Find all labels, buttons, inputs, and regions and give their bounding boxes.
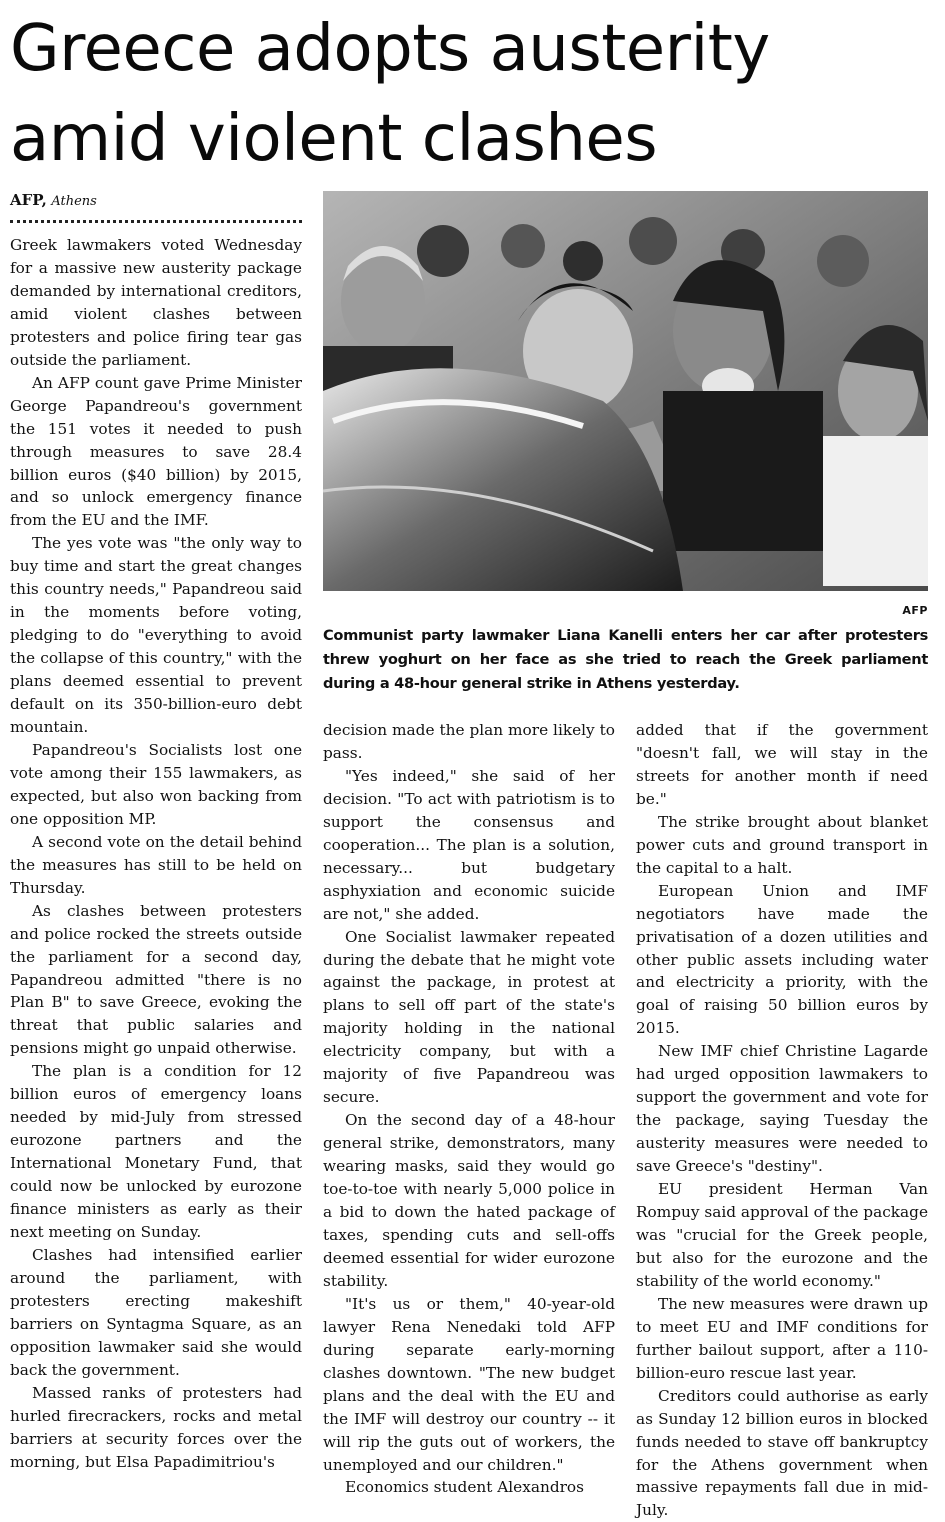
headline: Greece adopts austerity amid violent clashes bbox=[10, 12, 770, 176]
paragraph: New IMF chief Christine Lagarde had urged opposition lawmakers to support the government and vote for the package, saying Tuesday the austerity measures were needed to save Greece's "destiny". bbox=[636, 1042, 928, 1176]
byline-divider bbox=[10, 216, 302, 223]
photo-protest-scene bbox=[323, 191, 928, 591]
paragraph: One Socialist lawmaker repeated during the debate that he might vote against the package, in protest at plans to sell off part of the state's majority holding in the national electricity company, but with a majority of five Papandreou was secure. bbox=[323, 927, 615, 1107]
paragraph: As clashes between protesters and police rocked the streets outside the parliament for a second day, Papandreou admitted "there is no Plan B" to save Greece, evoking the threat that public salaries and pensions might go unpaid otherwise. bbox=[10, 901, 302, 1058]
paragraph: The plan is a condition for 12 billion euros of emergency loans needed by mid-July from stressed eurozone partners and the International Monetary Fund, that could now be unlocked by eurozone finance ministers as early as their next meeting on Sunday. bbox=[10, 1062, 302, 1241]
paragraph: decision made the plan more likely to pass. bbox=[323, 721, 615, 762]
paragraph: On the second day of a 48-hour general strike, demonstrators, many wearing masks, said they would go toe-to-toe with nearly 5,000 police in a bid to down the hated package of taxes, spending cuts and sell-offs deemed essential for wider eurozone stability. bbox=[323, 1111, 615, 1290]
byline bbox=[10, 191, 97, 211]
paragraph: The new measures were drawn up to meet EU and IMF conditions for further bailout support, after a 110-billion-euro rescue last year. bbox=[636, 1294, 928, 1382]
news-photo bbox=[323, 191, 928, 591]
paragraph: "It's us or them," 40-year-old lawyer Rena Nenedaki told AFP during separate early-morning clashes downtown. "The new budget plans and the deal with the EU and the IMF will destroy our country -- it will rip the guts out of workers, the unemployed and our children." bbox=[323, 1294, 615, 1474]
paragraph: An AFP count gave Prime Minister George Papandreou's government the 151 votes it needed to push through measures to save 28.4 billion euros ($40 billion) by 2015, and so unlock emergency finance from the EU and the IMF. bbox=[10, 373, 302, 530]
paragraph: Massed ranks of protesters had hurled firecrackers, rocks and metal barriers at security forces over the morning, but Elsa Papadimitriou's bbox=[10, 1383, 302, 1471]
byline-place: Athens bbox=[51, 194, 97, 209]
byline-agency: AFP, bbox=[10, 191, 47, 209]
paragraph: The strike brought about blanket power cuts and ground transport in the capital to a halt. bbox=[636, 812, 928, 877]
paragraph: "Yes indeed," she said of her decision. "To act with patriotism is to support the consensus and cooperation... The plan is a solution, necessary... but budgetary asphyxiation and economic suicide are not," she added. bbox=[323, 766, 615, 923]
paragraph: Economics student Alexandros bbox=[345, 1478, 584, 1497]
paragraph: added that if the government "doesn't fall, we will stay in the streets for another month if need be." bbox=[636, 721, 928, 808]
photo-credit: AFP bbox=[902, 604, 928, 617]
paragraph: Greek lawmakers voted Wednesday for a massive new austerity package demanded by international creditors, amid violent clashes between protesters and police firing tear gas outside the parliament. bbox=[10, 236, 302, 369]
article-column-3 bbox=[636, 719, 929, 1520]
paragraph: A second vote on the detail behind the measures has still to be held on Thursday. bbox=[10, 832, 302, 897]
paragraph: Papandreou's Socialists lost one vote among their 155 lawmakers, as expected, but also won backing from one opposition MP. bbox=[10, 740, 302, 828]
paragraph: Creditors could authorise as early as Sunday 12 billion euros in blocked funds needed to stave off bankruptcy for the Athens government when massive repayments fall due in mid-July. bbox=[636, 1386, 928, 1520]
article-column-2 bbox=[323, 719, 615, 1497]
photo-caption: Communist party lawmaker Liana Kanelli enters her car after protesters threw yoghurt on her face as she tried to reach the Greek parliament during a 48-hour general strike in Athens yesterday. bbox=[323, 627, 928, 692]
article-column-1 bbox=[10, 234, 302, 1480]
paragraph: European Union and IMF negotiators have made the privatisation of a dozen utilities and other public assets including water and electricity a priority, with the goal of raising 50 billion euros by 2015. bbox=[636, 881, 928, 1038]
paragraph: Clashes had intensified earlier around the parliament, with protesters erecting makeshift barriers on Syntagma Square, as an opposition lawmaker said she would back the government. bbox=[10, 1245, 302, 1379]
paragraph: EU president Herman Van Rompuy said approval of the package was "crucial for the Greek people, but also for the eurozone and the stability of the world economy." bbox=[636, 1180, 929, 1290]
paragraph: The yes vote was "the only way to buy time and start the great changes this country needs," Papandreou said in the moments before voting, pledging to do "everything to avoid the collapse of this country," with the plans deemed essential to prevent default on its 350-billion-euro debt mountain. bbox=[10, 534, 302, 737]
